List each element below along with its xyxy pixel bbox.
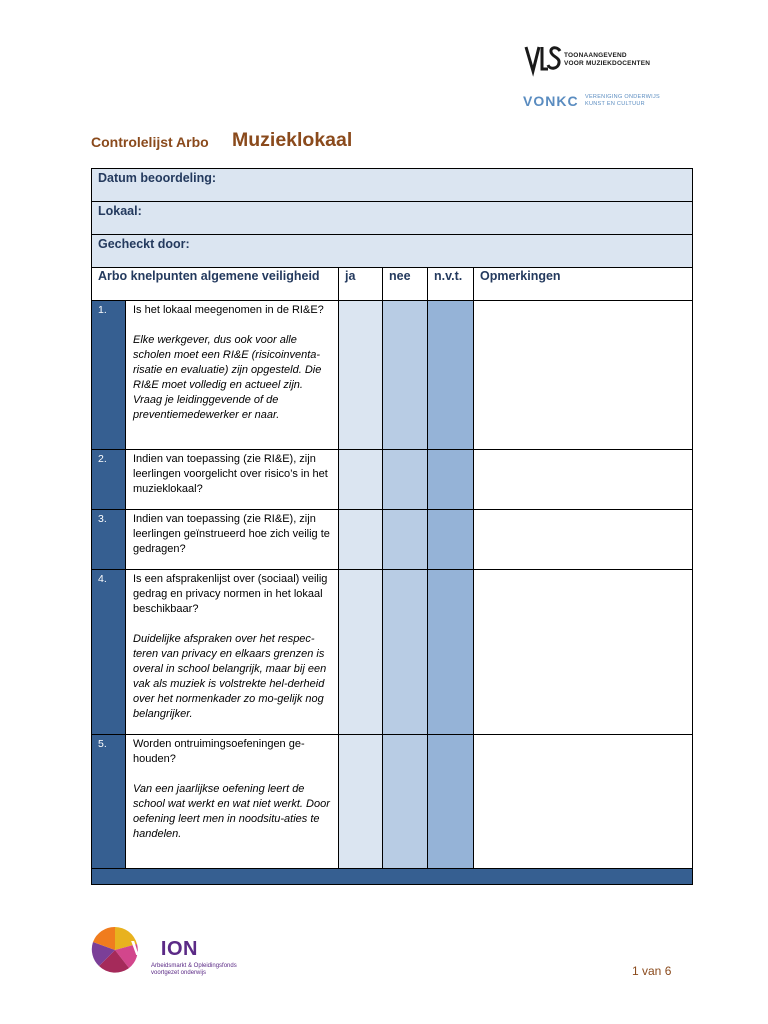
answer-nee-cell[interactable]: [383, 735, 428, 868]
answer-nee-cell[interactable]: [383, 510, 428, 569]
header-ja: ja: [339, 268, 383, 300]
info-row-gecheckt[interactable]: [92, 235, 692, 268]
vls-mark-icon: [524, 43, 562, 79]
question-note: Duidelijke afspraken over het respec-teren van privacy en elkaars grenzen is overal in school belangrijk, maar bij een vak als muziek is volstrekte hel-derheid over het normenkader zo mo-gelijk nog belangrijker.: [133, 633, 327, 720]
table-row: [92, 301, 692, 450]
table-row: [92, 450, 692, 510]
info-label: Datum beoordeling:: [98, 171, 217, 185]
answer-ja-cell[interactable]: [339, 570, 383, 734]
question-cell: [126, 450, 339, 509]
header-opmerkingen: Opmerkingen: [480, 269, 561, 283]
remarks-cell[interactable]: [474, 735, 692, 868]
question-text: Indien van toepassing (zie RI&E), zijn leerlingen geïnstrueerd hoe zich veilig te gedragen?: [133, 513, 330, 555]
vonkc-tagline: VERENIGING ONDERWIJS KUNST EN CULTUUR: [585, 94, 660, 107]
question-text: Worden ontruimingsoefeningen ge-houden?: [133, 738, 305, 765]
question-text: Indien van toepassing (zie RI&E), zijn leerlingen voorgelicht over risico’s in het muzieklokaal?: [133, 453, 328, 495]
vls-tagline: TOONAANGEVEND VOOR MUZIEKDOCENTEN: [564, 52, 651, 67]
question-number: 2.: [92, 450, 126, 509]
checklist-table: [91, 168, 693, 885]
question-text: Is het lokaal meegenomen in de RI&E?: [133, 304, 324, 316]
vls-logo: [524, 43, 684, 79]
answer-nvt-cell[interactable]: [428, 735, 474, 868]
answer-ja-cell[interactable]: [339, 301, 383, 449]
question-number: 1.: [92, 301, 126, 449]
question-note: Van een jaarlijkse oefening leert de school wat werkt en wat niet werkt. Door oefening leert men in noodsitu-aties te handelen.: [133, 783, 330, 840]
question-cell: [126, 570, 339, 734]
vonkc-wordmark: VONKC: [523, 93, 579, 109]
answer-nee-cell[interactable]: [383, 301, 428, 449]
header-nee: nee: [383, 268, 428, 300]
answer-ja-cell[interactable]: [339, 510, 383, 569]
table-row: [92, 570, 692, 735]
answer-nvt-cell[interactable]: [428, 510, 474, 569]
remarks-cell[interactable]: [474, 450, 692, 509]
remarks-cell[interactable]: [474, 510, 692, 569]
info-label: Lokaal:: [98, 204, 142, 218]
info-row-datum[interactable]: [92, 169, 692, 202]
question-cell: [126, 510, 339, 569]
question-number: 5.: [92, 735, 126, 868]
header-topic: Arbo knelpunten algemene veiligheid: [92, 268, 339, 300]
answer-nee-cell[interactable]: [383, 570, 428, 734]
table-header: [92, 268, 692, 301]
remarks-cell[interactable]: [474, 301, 692, 449]
question-text: Is een afsprakenlijst over (sociaal) veilig gedrag en privacy normen in het lokaal beschikbaar?: [133, 573, 328, 615]
question-number: 3.: [92, 510, 126, 569]
question-cell: [126, 301, 339, 449]
info-row-lokaal[interactable]: [92, 202, 692, 235]
page-number: 1 van 6: [632, 964, 672, 978]
question-cell: [126, 735, 339, 868]
title-main: Muzieklokaal: [232, 129, 353, 151]
table-row: [92, 735, 692, 869]
remarks-cell[interactable]: [474, 570, 692, 734]
answer-ja-cell[interactable]: [339, 735, 383, 868]
info-label: Gecheckt door:: [98, 237, 190, 251]
answer-nvt-cell[interactable]: [428, 570, 474, 734]
answer-nvt-cell[interactable]: [428, 301, 474, 449]
voion-logo: [91, 926, 251, 976]
voion-wordmark: VOION: [131, 938, 198, 960]
question-number: 4.: [92, 570, 126, 734]
title-prefix: Controlelijst Arbo: [91, 134, 209, 150]
question-note: Elke werkgever, dus ook voor alle scholen moet een RI&E (risicoinventa-risatie en evaluatie) zijn opgesteld. Die RI&E moet volledig en actueel zijn. Vraag je leidinggevende of de preventiemedewerker er naar.: [133, 334, 322, 421]
answer-nvt-cell[interactable]: [428, 450, 474, 509]
table-row: [92, 510, 692, 570]
voion-tagline: Arbeidsmarkt & Opleidingsfonds voortgezet onderwijs: [151, 963, 237, 976]
answer-nee-cell[interactable]: [383, 450, 428, 509]
table-footer-bar: [92, 869, 692, 884]
vonkc-logo: [523, 93, 683, 109]
answer-ja-cell[interactable]: [339, 450, 383, 509]
header-nvt: n.v.t.: [428, 268, 474, 300]
